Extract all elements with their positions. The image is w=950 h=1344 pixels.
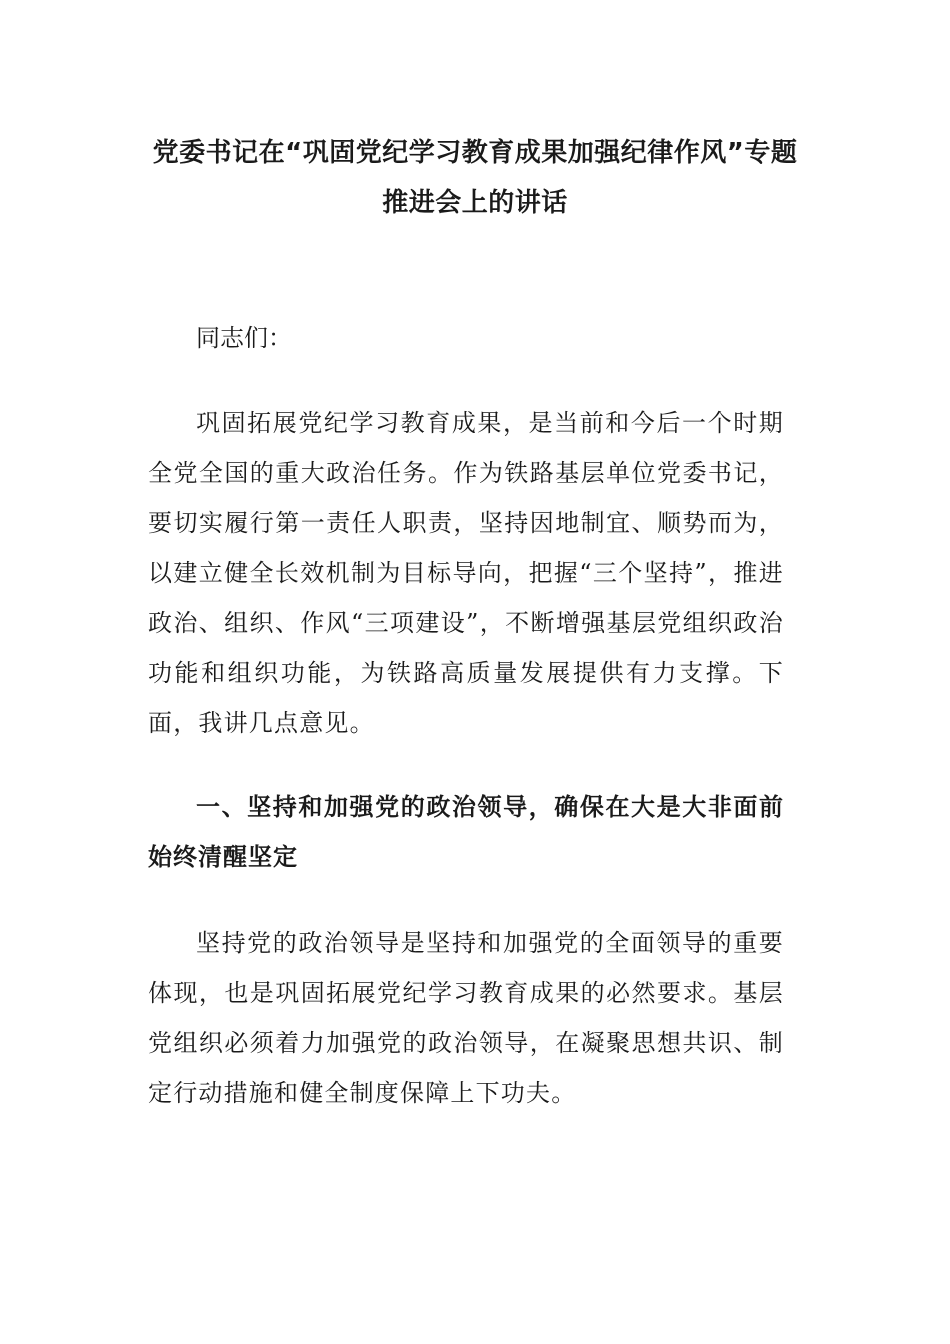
- document-title: [120, 128, 830, 228]
- paragraph-section-1: 坚持党的政治领导是坚持和加强党的全面领导的重要体现，也是巩固拓展党纪学习教育成果的必然要求。基层党组织必须着力加强党的政治领导，在凝聚思想共识、制定行动措施和健全制度保障上下功夫。: [148, 929, 784, 1107]
- section-heading-1: 一、坚持和加强党的政治领导，确保在大是大非面前始终清醒坚定: [148, 793, 784, 871]
- paragraph-intro: 巩固拓展党纪学习教育成果，是当前和今后一个时期全党全国的重大政治任务。作为铁路基层单位党委书记，要切实履行第一责任人职责，坚持因地制宜、顺势而为，以建立健全长效机制为目标导向，把握“三个坚持”，推进政治、组织、作风“三项建设”，不断增强基层党组织政治功能和组织功能，为铁路高质量发展提供有力支撑。下面，我讲几点意见。: [148, 409, 784, 737]
- title-line-2: 推进会上的讲话: [382, 188, 568, 218]
- salutation: 同志们：: [196, 324, 292, 352]
- title-line-1: 党委书记在“巩固党纪学习教育成果加强纪律作风”专题: [152, 138, 798, 168]
